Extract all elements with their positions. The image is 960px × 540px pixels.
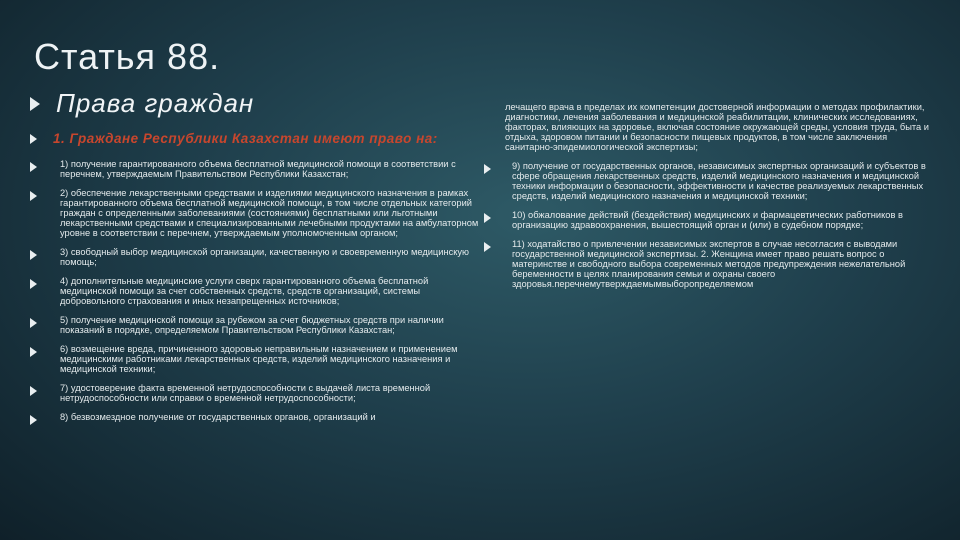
list-item [484,210,934,230]
right-column [484,102,934,298]
list-item [30,344,480,374]
list-item [484,161,934,201]
list-item-text: 3) свободный выбор медицинской организации, качественную и своевременную медицинскую помощь; [60,247,470,267]
heading-row [30,88,480,119]
section-heading: Права граждан [56,88,255,118]
list-item [30,412,480,425]
list-item-text: 7) удостоверение факта временной нетрудоспособности с выдачей листа временной нетрудоспособности или справки о временной нетрудоспособности; [60,383,431,403]
section-subheading: 1. Граждане Республики Казахстан имеют право на: [53,131,438,146]
arrow-bullet-icon [30,191,44,201]
list-item [30,159,480,179]
subheading-row [30,131,480,147]
arrow-bullet-icon [30,386,44,396]
list-item-text: 4) дополнительные медицинские услуги сверх гарантированного объема бесплатной медицинской помощи за счет собственных средств, средств организаций, системы добровольного страхования и иных незапрещенных источников; [60,276,429,306]
arrow-bullet-icon [30,318,44,328]
arrow-bullet-icon [30,250,44,260]
slide-title: Статья 88. [34,36,221,77]
list-item [484,239,934,289]
list-item [30,276,480,306]
list-item-text: 2) обеспечение лекарственными средствами и изделиями медицинского назначения в рамках гарантированного объема бесплатной медицинской помощи, в том числе отдельных категорий граждан с определенными заболеваниями (состояниями) бесплатными или льготными лекарственными средствами и специализированными лечебными продуктами на амбулаторном уровне в соответствии с перечнем, утверждаемым уполномоченным органом; [60,188,479,238]
list-item-text: 11) ходатайство о привлечении независимых экспертов в случае несогласия с выводами государственной медицинской экспертизы. 2. Женщина имеет право решать вопрос о материнстве и свободного выбора современных методов предупреждения нежелательной беременности в целях планирования семьи и охраны своего здоровья.перечнемутверждаемымвыборопределяемом [512,239,906,289]
list-item-text: 9) получение от государственных органов, независимых экспертных организаций и субъектов в сфере обращения лекарственных средств, изделий медицинского назначения и медицинской техники информации о безопасности, эффективности и качестве реализуемых лекарственных средств, изделий медицинского назначения и медицинской техники; [512,161,926,201]
list-item-text: 10) обжалование действий (бездействия) медицинских и фармацевтических работников в организацию здравоохранения, вышестоящий орган и (или) в судебном порядке; [512,210,903,230]
list-item [30,188,480,238]
arrow-bullet-icon [30,279,44,289]
arrow-bullet-icon [30,415,44,425]
list-item [30,247,480,267]
arrow-bullet-icon [484,213,498,223]
list-item [30,315,480,335]
arrow-bullet-icon [30,347,44,357]
list-item [30,383,480,403]
continuation-text: лечащего врача в пределах их компетенции достоверной информации о методах профилактики, диагностики, лечения заболевания и медицинской реабилитации, клинических исследованиях, факторах, влияющих на здоровье, включая состояние окружающей среды, условия труда, быта и отдыха, здоровом питании и безопасности пищевых продуктов, в том числе заключения санитарно-эпидемиологической экспертизы; [505,102,929,152]
arrow-bullet-icon [30,162,44,172]
list-item-text: 1) получение гарантированного объема бесплатной медицинской помощи в соответствии с перечнем, утверждаемым Правительством Республики Казахстан; [60,159,456,179]
list-item-text: 5) получение медицинской помощи за рубежом за счет бюджетных средств при наличии показаний в порядке, определяемом Правительством Республики Казахстан; [60,315,444,335]
arrow-bullet-icon [484,164,498,174]
left-column [30,88,480,434]
list-item-text: 8) безвозмездное получение от государственных органов, организаций и [60,412,376,422]
arrow-bullet-icon [30,134,37,144]
arrow-bullet-icon [30,97,40,111]
arrow-bullet-icon [484,242,498,252]
list-item-text: 6) возмещение вреда, причиненного здоровью неправильным назначением и применением медицинскими работниками лекарственных средств, изделий медицинского назначения и медицинской техники; [60,344,458,374]
